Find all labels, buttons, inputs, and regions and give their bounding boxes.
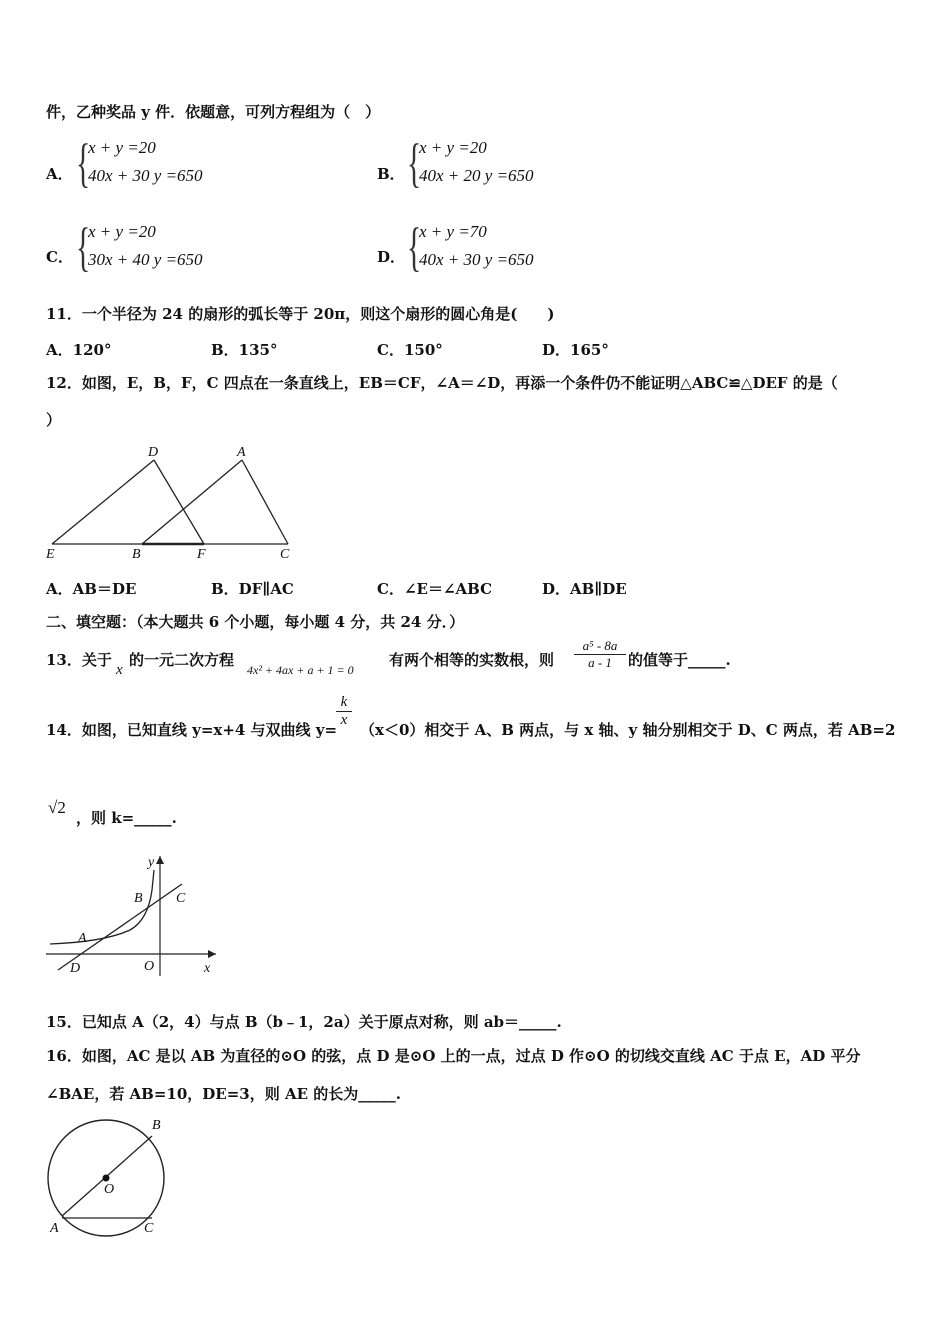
q10-option-b-label: B．: [377, 165, 405, 183]
label-c: C: [144, 1221, 154, 1236]
q10-option-c-label: C．: [46, 248, 73, 266]
label-e: E: [46, 547, 55, 562]
label-x: x: [204, 961, 211, 976]
brace-icon: {: [407, 217, 422, 277]
q13-frac-numerator: a⁵ - 8a: [582, 638, 618, 653]
label-b: B: [134, 891, 143, 906]
q12-option-a: A．AB＝DE: [46, 580, 137, 598]
q14-fraction: [336, 694, 352, 729]
y-axis-arrow-icon: [156, 856, 164, 864]
q10-c-eq2: 30x + 40 y =650: [88, 250, 203, 269]
q14-graph-figure: [44, 850, 220, 980]
label-a: A: [50, 1221, 59, 1236]
section-2-heading: 二、填空题：（本大题共 6 个小题，每小题 4 分，共 24 分．）: [46, 613, 465, 631]
q13-frac-denominator: a - 1: [588, 655, 612, 670]
q10-c-eq1: x + y =20: [88, 222, 156, 241]
q10-a-eq1: x + y =20: [88, 138, 156, 157]
q14-part3: ，则 k=_____.: [76, 809, 177, 827]
q13-part2: 的一元二次方程: [129, 651, 235, 669]
q10-d-eq1: x + y =70: [419, 222, 487, 241]
q10-a-eq2: 40x + 30 y =650: [88, 166, 203, 185]
q14-part1: 14．如图，已知直线 y=x+4 与双曲线 y=: [46, 721, 338, 739]
q10-intro: 件，乙种奖品 y 件．依题意，可列方程组为（ ）: [46, 103, 381, 121]
hyperbola-curve: [50, 870, 154, 944]
label-b: B: [152, 1118, 161, 1133]
x-axis-arrow-icon: [208, 950, 216, 958]
q10-option-d-label: D．: [377, 248, 406, 266]
line-y-x-plus-4: [58, 884, 182, 970]
q13-equation: 4x² + 4ax + a + 1 = 0: [247, 663, 354, 677]
q13-part3: 有两个相等的实数根，则: [389, 651, 555, 669]
q12-option-c: C．∠E＝∠ABC: [377, 580, 493, 598]
q12-option-b: B．DF∥AC: [211, 580, 294, 598]
label-a: A: [237, 445, 246, 460]
q14-frac-numerator: k: [340, 694, 348, 710]
center-dot-icon: [103, 1175, 110, 1182]
label-y: y: [148, 855, 155, 870]
label-f: F: [197, 547, 206, 562]
q11-option-a: A．120°: [46, 341, 112, 359]
label-a: A: [78, 931, 87, 946]
q16-circle-figure: [42, 1114, 172, 1242]
q14-frac-denominator: x: [340, 712, 348, 728]
label-d: D: [148, 445, 159, 460]
label-o: O: [144, 959, 155, 974]
q11-option-b: B．135°: [211, 341, 278, 359]
brace-icon: {: [407, 133, 422, 193]
q11-option-c: C．150°: [377, 341, 443, 359]
q14-sqrt: √2: [48, 798, 66, 817]
q12-stem: 12．如图，E，B，F，C 四点在一条直线上，EB＝CF，∠A＝∠D，再添一个条件仍不能证明△ABC≌△DEF 的是（: [46, 374, 838, 392]
q15-stem: 15．已知点 A（2，4）与点 B（b﹣1，2a）关于原点对称，则 ab＝_____.: [46, 1013, 562, 1031]
q10-d-eq2: 40x + 30 y =650: [419, 250, 534, 269]
q13-part1: 13．关于: [46, 651, 112, 669]
label-c: C: [280, 547, 290, 562]
q10-b-eq1: x + y =20: [419, 138, 487, 157]
q13-part4: 的值等于_____.: [628, 651, 731, 669]
q10-option-a-label: A．: [46, 165, 73, 183]
label-c: C: [176, 891, 186, 906]
q14-part2: （x＜0）相交于 A、B 两点，与 x 轴、y 轴分别相交于 D、C 两点，若 AB=2: [360, 721, 896, 739]
q16-line1: 16．如图，AC 是以 AB 为直径的⊙O 的弦，点 D 是⊙O 上的一点，过点 D 作⊙O 的切线交直线 AC 于点 E，AD 平分: [46, 1047, 861, 1065]
label-b: B: [132, 547, 141, 562]
brace-icon: {: [76, 133, 91, 193]
q12-stem-end: ）: [46, 411, 62, 429]
q13-fraction: [574, 638, 626, 671]
q10-b-eq2: 40x + 20 y =650: [419, 166, 534, 185]
q11-stem: 11．一个半径为 24 的扇形的弧长等于 20π，则这个扇形的圆心角是( ): [46, 305, 555, 323]
q12-option-d: D．AB∥DE: [542, 580, 627, 598]
brace-icon: {: [76, 217, 91, 277]
label-d: D: [70, 961, 81, 976]
q12-triangle-figure: [44, 440, 296, 564]
q13-var-x: x: [116, 662, 123, 678]
q16-line2: ∠BAE，若 AB=10，DE=3，则 AE 的长为_____.: [46, 1085, 401, 1103]
label-o: O: [104, 1182, 115, 1197]
q11-option-d: D．165°: [542, 341, 609, 359]
